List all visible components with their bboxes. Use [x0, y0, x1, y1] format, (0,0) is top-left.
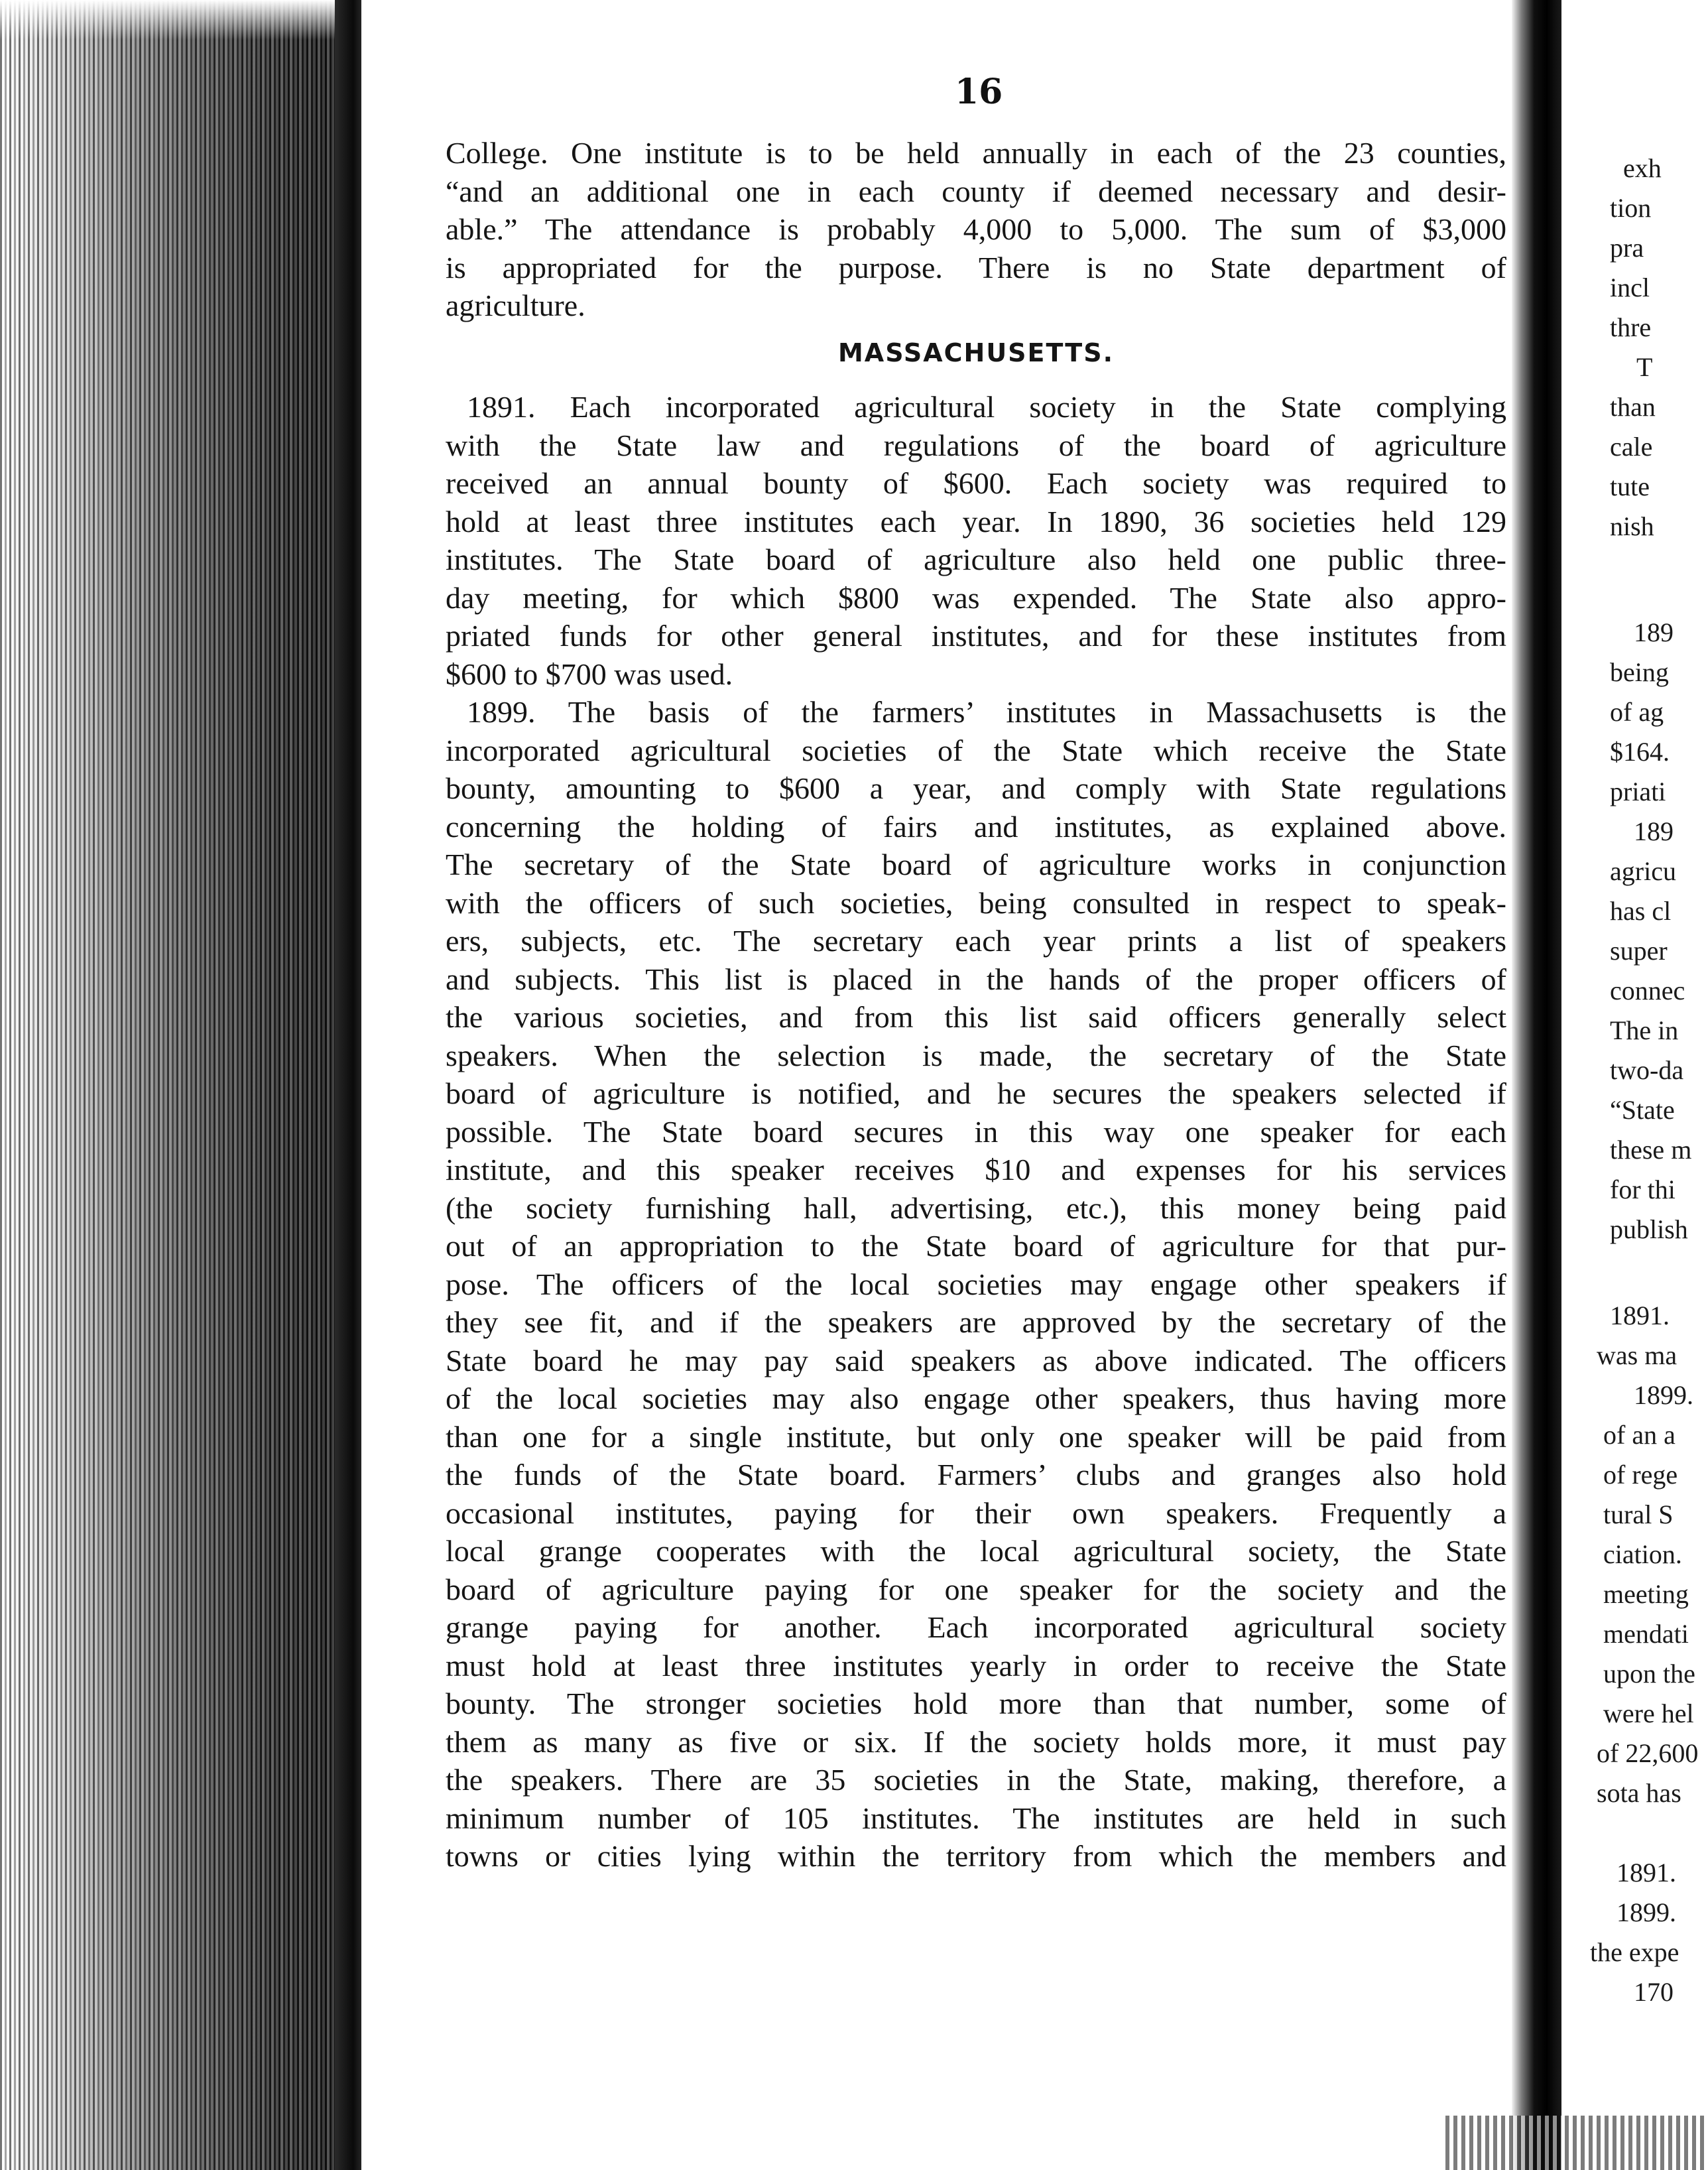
text-line: grange paying for another. Each incorporated agricultural society — [446, 1610, 1506, 1644]
text-line: 1891. Each incorporated agricultural society in the State complying — [467, 390, 1506, 424]
facing-page-text-fragment: super — [1610, 936, 1668, 966]
text-line: ers, subjects, etc. The secretary each year prints a list of speakers — [446, 924, 1506, 958]
facing-page-text-fragment: $164. — [1610, 737, 1670, 767]
book-page-edges — [0, 0, 345, 2170]
facing-page-text-fragment: tion — [1610, 193, 1652, 223]
text-line: out of an appropriation to the State board of agriculture for that pur- — [446, 1229, 1506, 1263]
facing-page-text-fragment: nish — [1610, 511, 1654, 541]
section-heading: MASSACHUSETTS. — [837, 338, 1115, 367]
text-line: the speakers. There are 35 societies in the State, making, therefore, a — [446, 1763, 1506, 1797]
facing-page-text-fragment: 189 — [1634, 816, 1674, 846]
page-gutter-shadow — [1512, 0, 1561, 2170]
text-line: speakers. When the selection is made, the secretary of the State — [446, 1038, 1506, 1072]
text-line: towns or cities lying within the territory from which the members and — [446, 1839, 1506, 1873]
text-line: day meeting, for which $800 was expended. The State also appro- — [446, 580, 1506, 615]
facing-page-text-fragment: 1899. — [1634, 1380, 1693, 1410]
facing-page-text-fragment: 1899. — [1616, 1897, 1676, 1927]
facing-page-text-fragment: sota has — [1597, 1778, 1681, 1808]
facing-page-text-fragment: “State — [1610, 1095, 1675, 1125]
facing-page-text-fragment: two-da — [1610, 1055, 1684, 1085]
text-line: pose. The officers of the local societies may engage other speakers if — [446, 1267, 1506, 1301]
facing-page-text-fragment: 1891. — [1616, 1858, 1676, 1887]
page-bottom-edge — [1445, 2116, 1708, 2170]
text-line: local grange cooperates with the local agricultural society, the State — [446, 1534, 1506, 1568]
facing-page-text-fragment: thre — [1610, 312, 1652, 342]
facing-page-text-fragment: for thi — [1610, 1175, 1676, 1204]
text-line: College. One institute is to be held annually in each of the 23 counties, — [446, 136, 1506, 170]
facing-page-text-fragment: of ag — [1610, 697, 1664, 727]
text-line: with the State law and regulations of the board of agriculture — [446, 428, 1506, 462]
text-line: they see fit, and if the speakers are approved by the secretary of the — [446, 1305, 1506, 1339]
text-line: must hold at least three institutes yearly in order to receive the State — [446, 1648, 1506, 1683]
text-line: bounty, amounting to $600 a year, and comply with State regulations — [446, 771, 1506, 805]
text-line: 1899. The basis of the farmers’ institutes in Massachusetts is the — [467, 695, 1506, 729]
text-line: with the officers of such societies, being consulted in respect to speak- — [446, 885, 1506, 920]
facing-page-fragment — [1570, 133, 1708, 2082]
facing-page-text-fragment: exh — [1623, 153, 1662, 183]
text-line: and subjects. This list is placed in the hands of the proper officers of — [446, 962, 1506, 996]
text-line: institute, and this speaker receives $10 and expenses for his services — [446, 1153, 1506, 1186]
text-line: incorporated agricultural societies of the State which receive the State — [446, 733, 1506, 767]
text-line: concerning the holding of fairs and institutes, as explained above. — [446, 809, 1506, 844]
facing-page-text-fragment: these m — [1610, 1135, 1692, 1165]
facing-page-text-fragment: of rege — [1603, 1460, 1678, 1490]
text-line: The secretary of the State board of agriculture works in conjunction — [446, 848, 1506, 881]
facing-page-text-fragment: incl — [1610, 273, 1650, 302]
text-line: the various societies, and from this list said officers generally select — [446, 1000, 1506, 1034]
facing-page-text-fragment: meeting — [1603, 1579, 1689, 1609]
facing-page-text-fragment: agricu — [1610, 856, 1676, 886]
facing-page-text-fragment: mendati — [1603, 1619, 1689, 1649]
facing-page-text-fragment: tural S — [1603, 1500, 1674, 1529]
facing-page-text-fragment: was ma — [1597, 1340, 1677, 1370]
text-line: minimum number of 105 institutes. The institutes are held in such — [446, 1801, 1506, 1835]
text-line: priated funds for other general institutes, and for these institutes from — [446, 619, 1506, 653]
facing-page-text-fragment: pra — [1610, 233, 1644, 263]
facing-page-text-fragment: 189 — [1634, 617, 1674, 647]
facing-page-text-fragment: The in — [1610, 1015, 1679, 1045]
text-line: board of agriculture paying for one speaker for the society and the — [446, 1572, 1506, 1606]
facing-page-text-fragment: publish — [1610, 1214, 1688, 1244]
facing-page-text-fragment: 170 — [1634, 1977, 1674, 2007]
text-line: “and an additional one in each county if deemed necessary and desir- — [446, 174, 1506, 208]
facing-page-text-fragment: has cl — [1610, 896, 1672, 926]
facing-page-text-fragment: 1891. — [1610, 1301, 1670, 1330]
facing-page-text-fragment: the expe — [1590, 1937, 1679, 1967]
facing-page-text-fragment: connec — [1610, 976, 1685, 1005]
text-line: of the local societies may also engage other speakers, thus having more — [446, 1381, 1506, 1415]
facing-page-text-fragment: of 22,600 — [1597, 1738, 1699, 1768]
facing-page-text-fragment: upon the — [1603, 1659, 1695, 1689]
text-line: board of agriculture is notified, and he secures the speakers selected if — [446, 1076, 1506, 1110]
text-line: agriculture. — [446, 288, 585, 322]
book-edge-highlight — [0, 0, 345, 40]
text-line: received an annual bounty of $600. Each society was required to — [446, 466, 1506, 500]
text-line: occasional institutes, paying for their own speakers. Frequently a — [446, 1496, 1506, 1530]
facing-page-text-fragment: T — [1636, 352, 1653, 382]
text-line: institutes. The State board of agriculture also held one public three- — [446, 542, 1506, 576]
text-line: State board he may pay said speakers as above indicated. The officers — [446, 1343, 1506, 1377]
facing-page-text-fragment: being — [1610, 657, 1669, 687]
text-line: possible. The State board secures in this way one speaker for each — [446, 1114, 1506, 1149]
facing-page-text-fragment: ciation. — [1603, 1539, 1682, 1569]
facing-page-text-fragment: priati — [1610, 777, 1666, 806]
facing-page-text-fragment: than — [1610, 392, 1656, 422]
text-line: the funds of the State board. Farmers’ clubs and granges also hold — [446, 1458, 1506, 1492]
page-number: 16 — [955, 72, 1003, 112]
text-line: hold at least three institutes each year. In 1890, 36 societies held 129 — [446, 504, 1506, 539]
facing-page-text-fragment: of an a — [1603, 1420, 1676, 1450]
text-line: bounty. The stronger societies hold more than that number, some of — [446, 1687, 1506, 1720]
page-body-text — [446, 134, 1506, 1876]
text-line: is appropriated for the purpose. There is no State department of — [446, 250, 1506, 285]
text-line: (the society furnishing hall, advertising, etc.), this money being paid — [446, 1190, 1506, 1225]
text-line: $600 to $700 was used. — [446, 657, 733, 691]
text-line: than one for a single institute, but only one speaker will be paid from — [446, 1419, 1506, 1454]
facing-page-text-fragment: cale — [1610, 432, 1653, 462]
facing-page-text-fragment: were hel — [1603, 1698, 1694, 1728]
text-line: able.” The attendance is probably 4,000 to 5,000. The sum of $3,000 — [446, 212, 1506, 246]
facing-page-text-fragment: tute — [1610, 472, 1650, 501]
text-line: them as many as five or six. If the society holds more, it must pay — [446, 1724, 1506, 1759]
